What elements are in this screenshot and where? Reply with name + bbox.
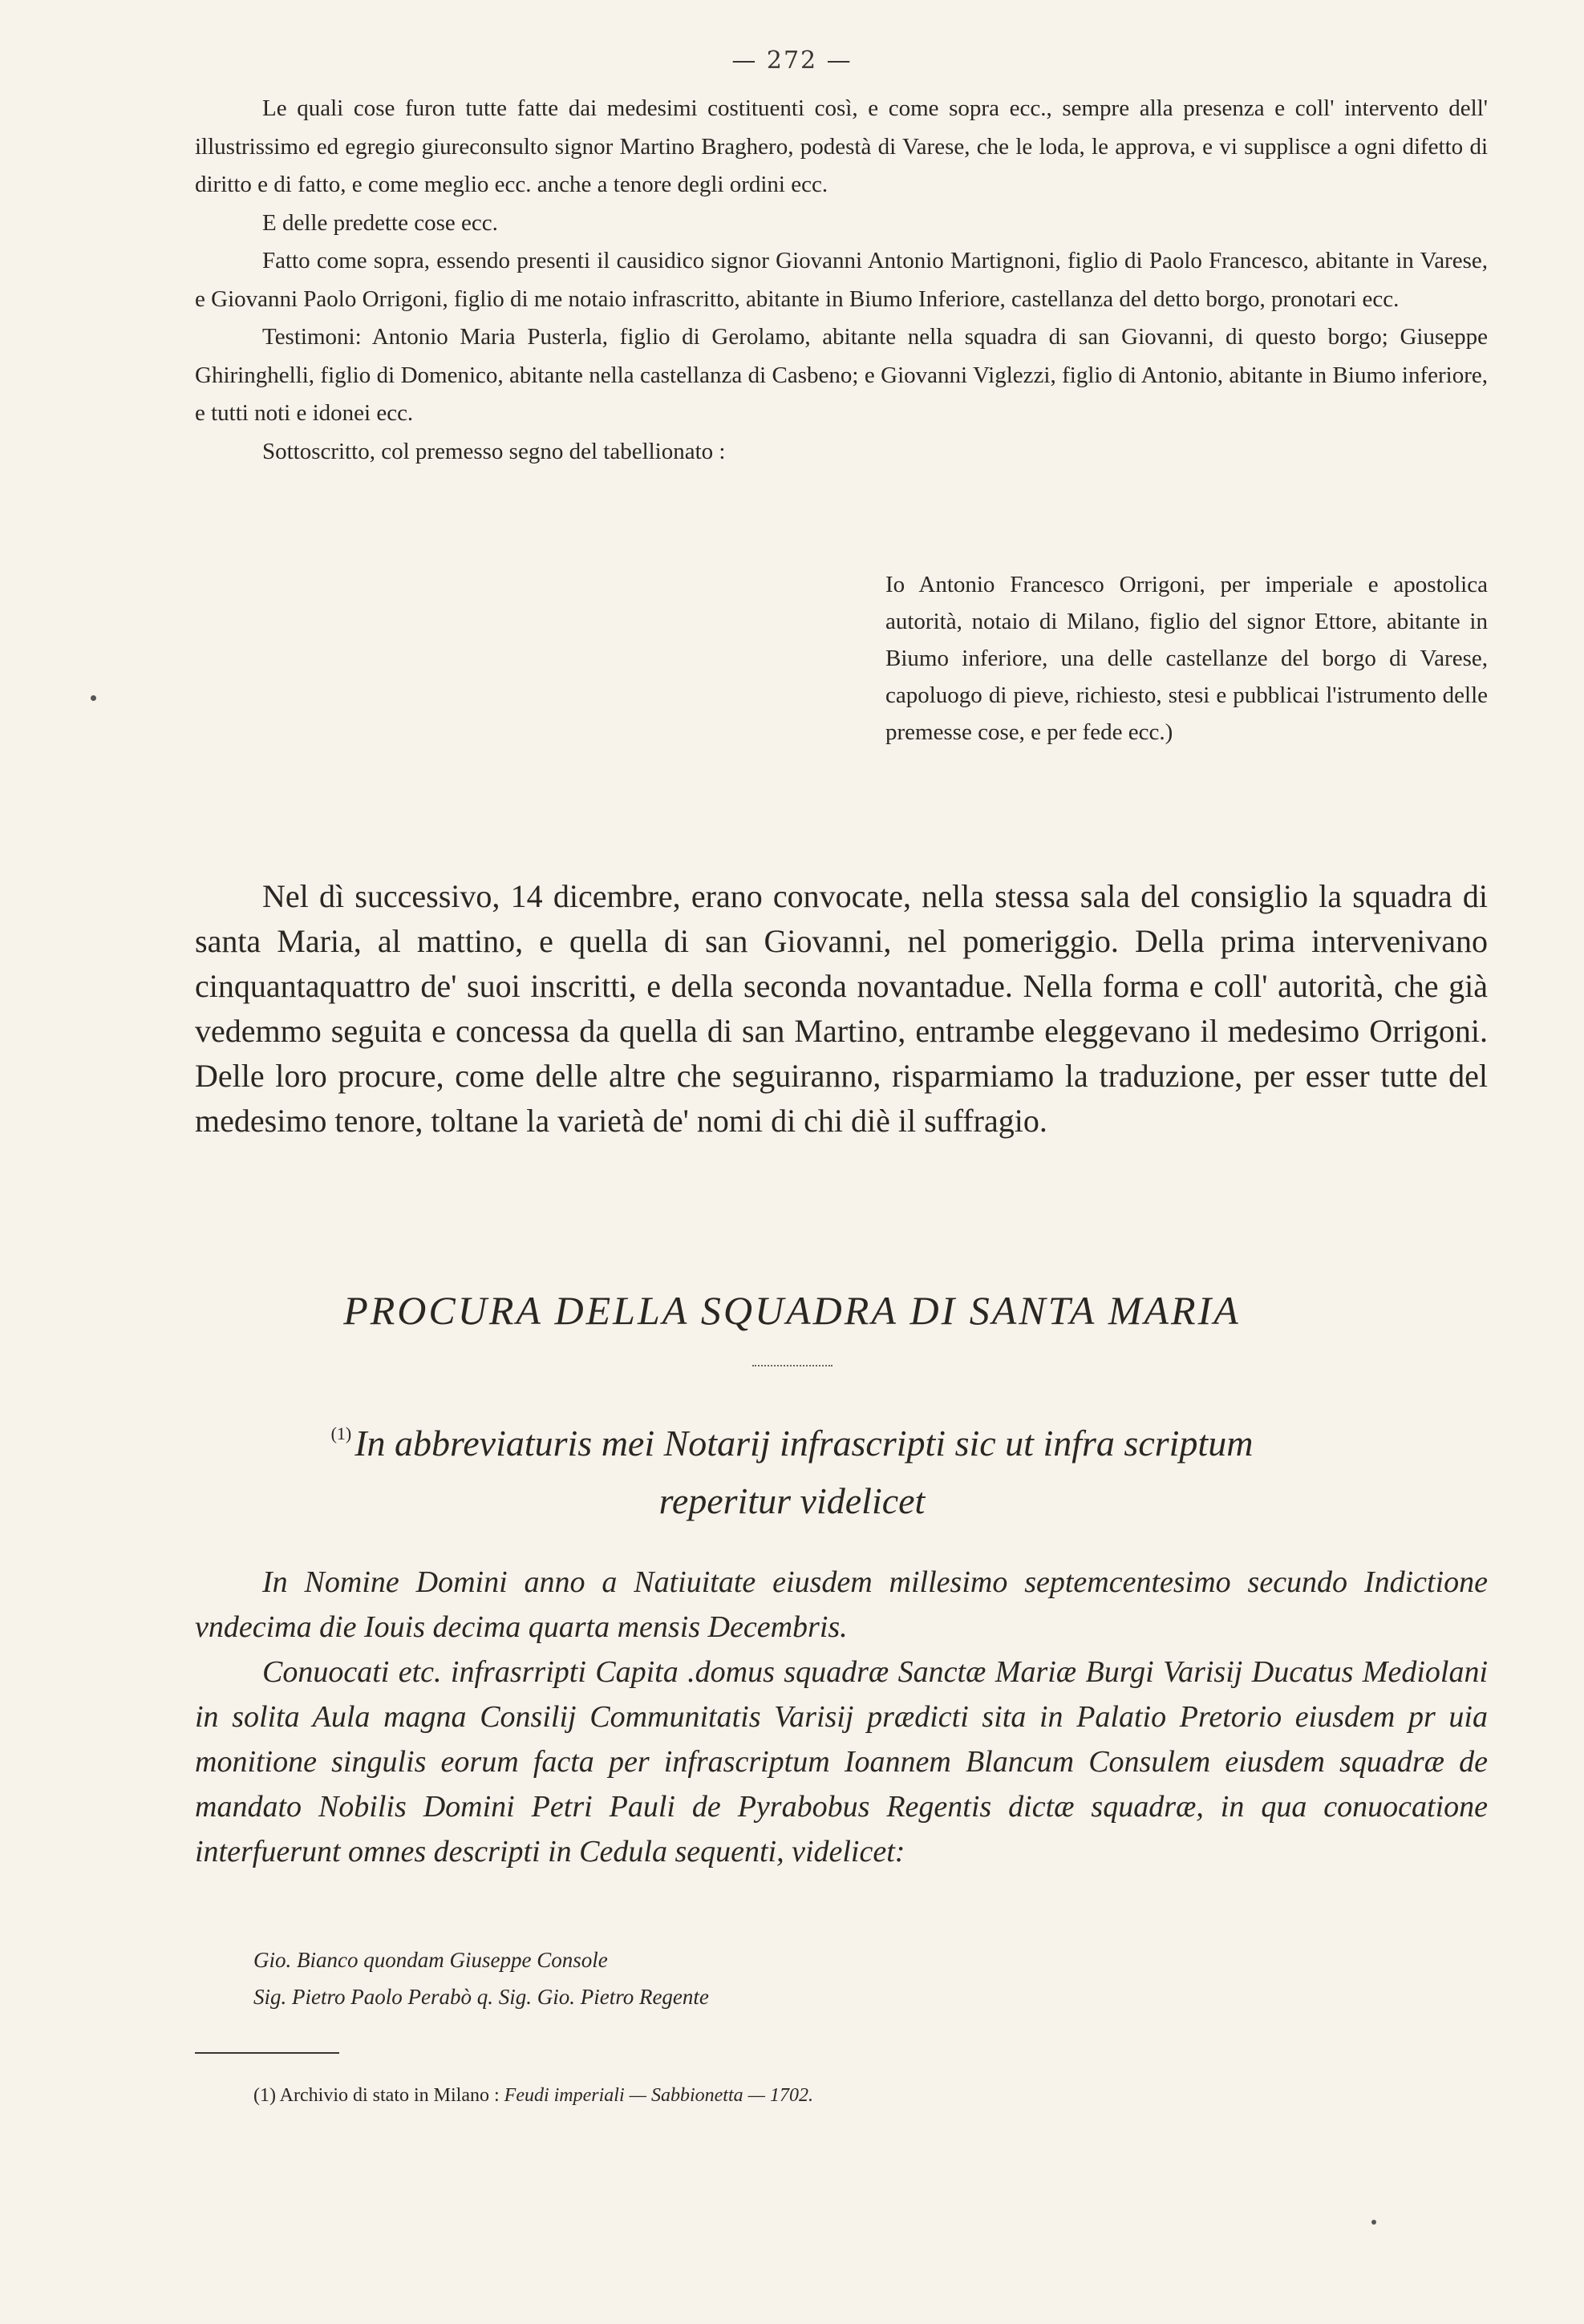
latin-preamble xyxy=(0,1405,1584,1530)
paragraph: Testimoni: Antonio Maria Pusterla, figlio di Gerolamo, abitante nella squadra di san Giovanni, di questo borgo; Giuseppe Ghiringhelli, figlio di Domenico, abitante nella castellanza di Casbeno; e Giovanni Viglezzi, figlio di Antonio, abitante in Biumo inferiore, e tutti noti e idonei ecc. xyxy=(195,324,1488,426)
paragraph: E delle predette cose ecc. xyxy=(262,209,498,236)
paragraph: Nel dì successivo, 14 dicembre, erano convocate, nella stessa sala del consiglio la squadra di santa Maria, al mattino, e quella di san Giovanni, nel pomeriggio. Della prima intervenivano cinquantaquattro de' suoi inscritti, e della seconda novantadue. Nella forma e coll' autorità, che già vedemmo seguita e concessa da quella di san Martino, entrambe eleggevano il medesimo Orrigoni. Delle loro procure, come delle altre che seguiranno, risparmiamo la traduzione, per esser tutte del medesimo tenore, toltane la varietà de' nomi di chi diè il suffragio. xyxy=(195,878,1488,1139)
preamble-line: In abbreviaturis mei Notarij infrascripti sic ut infra scriptum xyxy=(354,1423,1254,1464)
signature-text: Io Antonio Francesco Orrigoni, per imperiale e apostolica autorità, notaio di Milano, figlio del signor Ettore, abitante in Biumo inferiore, una delle castellanze del borgo di Varese, capoluogo di pieve, richiesto, stesi e pubblicai l'istrumento delle premesse cose, e per fede ecc.) xyxy=(885,572,1488,745)
list-item: Gio. Bianco quondam Giuseppe Console xyxy=(253,1948,608,1972)
latin-text xyxy=(195,1560,1488,1874)
page-number: — 272 — xyxy=(731,47,853,75)
footnote-prefix: Archivio di stato in Milano : xyxy=(279,2085,500,2106)
paragraph: Le quali cose furon tutte fatte dai medesimi costituenti così, e come sopra ecc., sempre alla presenza e coll' intervento dell' illustrissimo ed egregio giureconsulto signor Martino Braghero, podestà di Varese, che le loda, le approva, e vi supplisce a ogni difetto di diritto e di fatto, e come meglio ecc. anche a tenore degli ordini ecc. xyxy=(195,95,1488,197)
names-list xyxy=(253,1941,975,2015)
narrative-text xyxy=(195,874,1488,1144)
footnote-mark: (1) xyxy=(253,2085,276,2106)
notary-signature xyxy=(885,566,1488,751)
paragraph: Fatto come sopra, essendo presenti il causidico signor Giovanni Antonio Martignoni, figlio di Paolo Francesco, abitante in Varese, e Giovanni Paolo Orrigoni, figlio di me notaio infrascritto, abitante in Biumo Inferiore, castellanza del detto borgo, pronotari ecc. xyxy=(195,248,1488,312)
paragraph: Conuocati etc. infrasrripti Capita .domus squadræ Sanctæ Mariæ Burgi Varisij Ducatus Mediolani in solita Aula magna Consilij Communitatis Varisij prædicti sita in Palatio Pretorio eiusdem pr uia monitione singulis eorum facta per infrascriptum Ioannem Blancum Consulem eiusdem squadræ de mandato Nobilis Domini Petri Pauli de Pyrabobus Regentis dictæ squadræ, in qua conuocatione interfuerunt omnes descripti in Cedula sequenti, videlicet: xyxy=(195,1655,1488,1869)
preamble-line: reperitur videlicet xyxy=(658,1480,926,1521)
footnote xyxy=(253,2085,1296,2107)
paragraph: Sottoscritto, col premesso segno del tabellionato : xyxy=(262,438,726,464)
list-item: Sig. Pietro Paolo Perabò q. Sig. Gio. Pietro Regente xyxy=(253,1985,709,2009)
footnote-source: Feudi imperiali — Sabbionetta xyxy=(504,2085,743,2106)
ink-speck xyxy=(91,695,96,701)
section-heading: PROCURA DELLA SQUADRA DI SANTA MARIA xyxy=(343,1288,1241,1333)
footnote-divider xyxy=(195,2052,339,2054)
notarial-text xyxy=(195,90,1488,471)
paragraph: In Nomine Domini anno a Natiuitate eiusdem millesimo septemcentesimo secundo Indictione vndecima die Iouis decima quarta mensis Decembris. xyxy=(195,1565,1488,1644)
footnote-mark: (1) xyxy=(330,1423,352,1443)
footnote-year: — 1702. xyxy=(747,2085,813,2106)
heading-divider xyxy=(752,1365,833,1366)
ink-speck xyxy=(1371,2220,1376,2225)
